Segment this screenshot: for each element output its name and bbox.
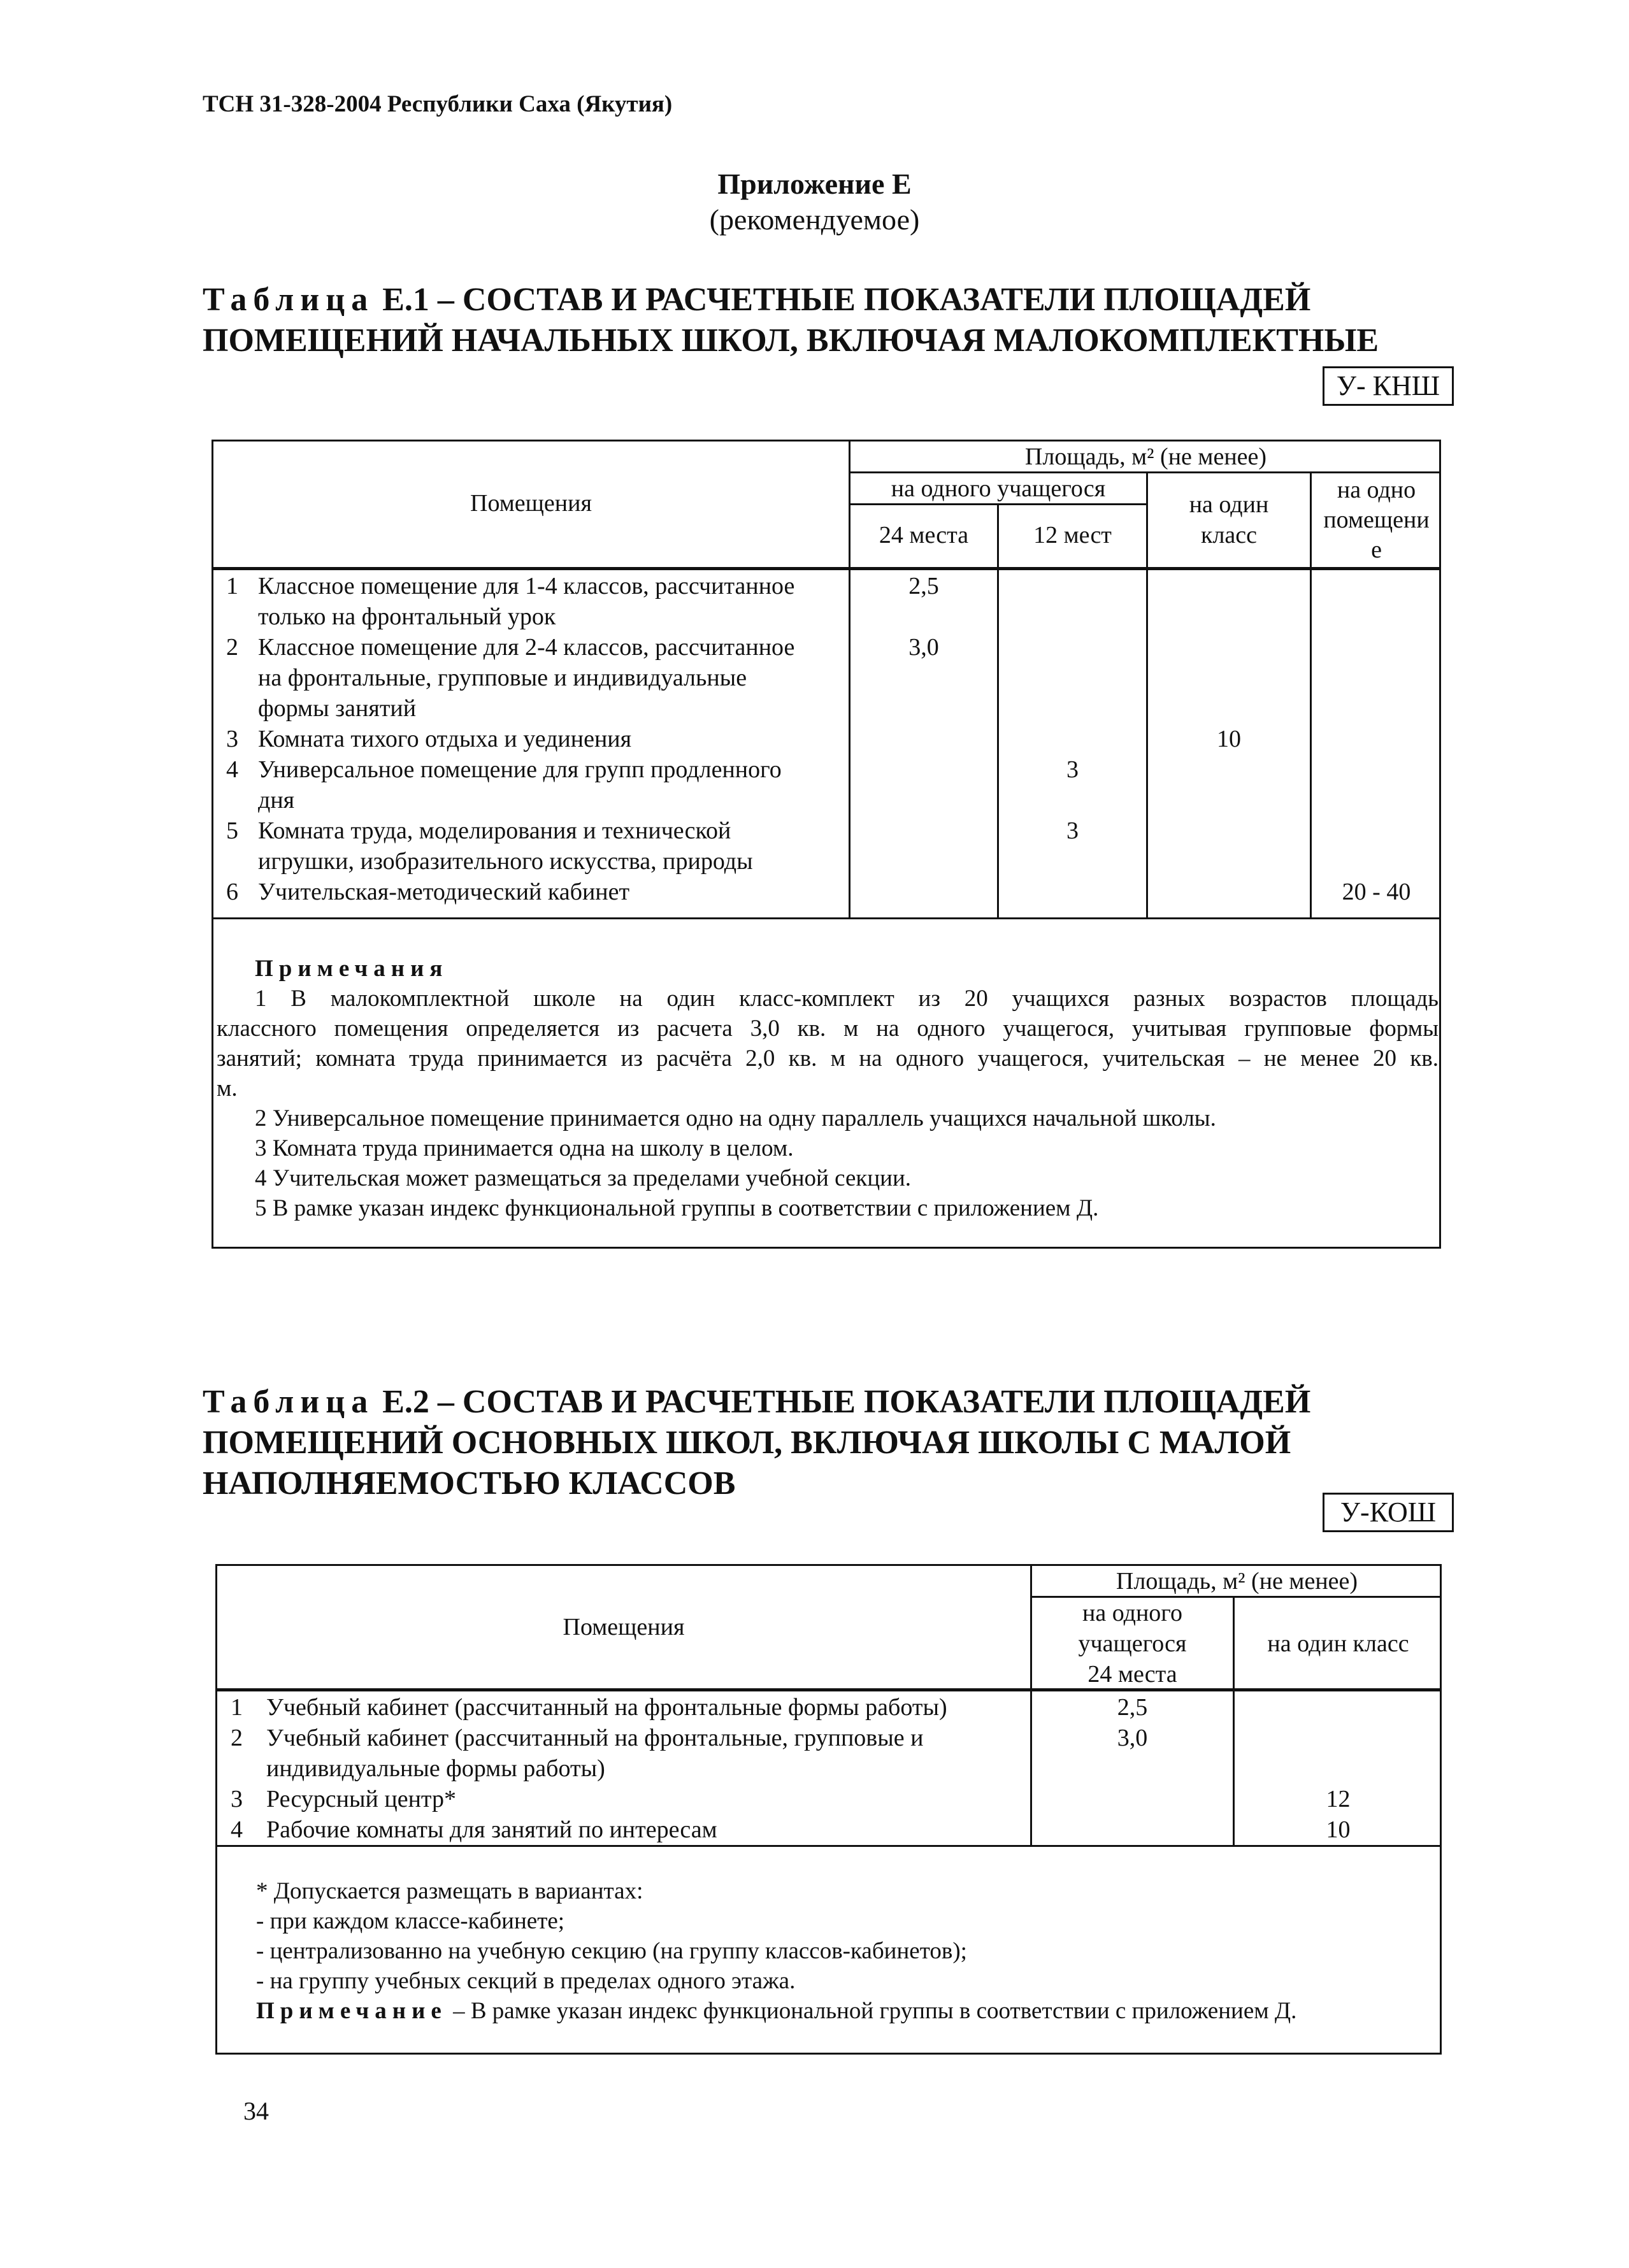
table2-footnote-2: - при каждом классе-кабинете; xyxy=(256,1908,565,1934)
table1-note3: 3 Комната труда принимается одна на школу в целом. xyxy=(255,1135,794,1161)
table1-header-per-class-1: на один xyxy=(1189,491,1269,518)
table1-row4-text-2: дня xyxy=(258,787,295,814)
table2-row4-text-1: Рабочие комнаты для занятий по интересам xyxy=(266,1816,717,1843)
table1-note1-line1: 1 В малокомплектной школе на один класс-комплект из 20 учащихся разных возрастов площадь xyxy=(255,986,1439,1012)
table2-row2-text-2: индивидуальные формы работы) xyxy=(266,1755,605,1782)
appendix-title: Приложение Е xyxy=(717,168,912,200)
table1-note2: 2 Универсальное помещение принимается одно на одну параллель учащихся начальной школы. xyxy=(255,1105,1216,1131)
table2-title-line3: НАПОЛНЯЕМОСТЬЮ КЛАССОВ xyxy=(203,1465,736,1502)
table1-index-box: У- КНШ xyxy=(1323,366,1454,406)
table1-title-line1 xyxy=(203,280,1310,320)
table1-header-24-seats: 24 места xyxy=(879,522,969,549)
table1-note1-line4: м. xyxy=(217,1075,238,1102)
table2-row2-text-1: Учебный кабинет (рассчитанный на фронтальные, групповые и xyxy=(266,1725,924,1751)
table1-header-rooms: Помещения xyxy=(470,490,592,517)
table2-footnote-4: - на группу учебных секций в пределах одного этажа. xyxy=(256,1968,796,1994)
table2-header-per-student-1: на одного xyxy=(1082,1600,1182,1626)
table1-row2-text-3: формы занятий xyxy=(258,695,417,722)
table2-row4-per-class: 10 xyxy=(1326,1816,1351,1843)
table1-row1-text-2: только на фронтальный урок xyxy=(258,603,556,630)
table1-note1-line2: классного помещения определяется из расчета 3,0 кв. м на одного учащегося, учитывая групповые формы xyxy=(217,1016,1439,1042)
table2-row4-number: 4 xyxy=(231,1816,243,1843)
table2-note-label: Примечание xyxy=(256,1998,447,2024)
table2-row3-text-1: Ресурсный центр* xyxy=(266,1786,456,1812)
table2-header-per-student-2: учащегося xyxy=(1078,1630,1187,1657)
table1-row3-number: 3 xyxy=(226,726,238,752)
table1-row1-24-seats: 2,5 xyxy=(908,573,939,599)
table1-row6-per-room: 20 - 40 xyxy=(1342,879,1411,905)
table2-row2-per-student: 3,0 xyxy=(1117,1725,1148,1751)
table2-row3-per-class: 12 xyxy=(1326,1786,1351,1812)
table1-row2-text-2: на фронтальные, групповые и индивидуальные xyxy=(258,664,747,691)
table1-row2-number: 2 xyxy=(226,634,238,661)
table2-row1-text-1: Учебный кабинет (рассчитанный на фронтальные формы работы) xyxy=(266,1694,947,1721)
table1-label: Таблица xyxy=(203,282,375,318)
table1-row5-text-2: игрушки, изобразительного искусства, природы xyxy=(258,848,753,875)
table2-title-text: Е.2 – СОСТАВ И РАСЧЕТНЫЕ ПОКАЗАТЕЛИ ПЛОЩАДЕЙ xyxy=(382,1384,1311,1420)
table1-title-text: Е.1 – СОСТАВ И РАСЧЕТНЫЕ ПОКАЗАТЕЛИ ПЛОЩАДЕЙ xyxy=(382,282,1311,318)
table2-index-box: У-КОШ xyxy=(1323,1493,1454,1532)
table1-row3-text-1: Комната тихого отдыха и уединения xyxy=(258,726,632,752)
table1-note1-line3: занятий; комната труда принимается из расчёта 2,0 кв. м на одного учащегося, учительская – не менее 20 кв. xyxy=(217,1045,1439,1072)
table1-header-per-room-1: на одно xyxy=(1337,477,1416,503)
table2-row3-number: 3 xyxy=(231,1786,243,1812)
table2-footnote-3: - централизованно на учебную секцию (на группу классов-кабинетов); xyxy=(256,1938,967,1964)
table1-row3-per-class: 10 xyxy=(1217,726,1241,752)
table1-row4-12-seats: 3 xyxy=(1066,756,1079,783)
table1-header-12-seats: 12 мест xyxy=(1033,522,1112,549)
table1-row4-text-1: Универсальное помещение для групп продленного xyxy=(258,756,782,783)
table1-header-area: Площадь, м² (не менее) xyxy=(1024,443,1267,470)
table1-header-per-class-2: класс xyxy=(1200,522,1258,549)
table1-header-per-room-3: е xyxy=(1371,536,1382,563)
table2-title-line2: ПОМЕЩЕНИЙ ОСНОВНЫХ ШКОЛ, ВКЛЮЧАЯ ШКОЛЫ С МАЛОЙ xyxy=(203,1425,1291,1461)
table2-label: Таблица xyxy=(203,1384,375,1420)
appendix-subtitle: (рекомендуемое) xyxy=(709,203,920,236)
table1-row2-text-1: Классное помещение для 2-4 классов, рассчитанное xyxy=(258,634,795,661)
table2-footnote-1: * Допускается размещать в вариантах: xyxy=(256,1878,643,1904)
page-number: 34 xyxy=(243,2097,269,2125)
table1-header-per-room-2: помещени xyxy=(1323,506,1430,533)
table1-vline xyxy=(997,503,999,917)
table2-row2-number: 2 xyxy=(231,1725,243,1751)
table1-row6-number: 6 xyxy=(226,879,238,905)
table1-hline xyxy=(212,917,1441,919)
table1-row6-text-1: Учительская-методический кабинет xyxy=(258,879,630,905)
table2-header-per-class: на один класс xyxy=(1267,1630,1409,1657)
table1-title-line2: ПОМЕЩЕНИЙ НАЧАЛЬНЫХ ШКОЛ, ВКЛЮЧАЯ МАЛОКОМПЛЕКТНЫЕ xyxy=(203,322,1379,359)
table2-hline xyxy=(215,1688,1442,1691)
table1-row4-number: 4 xyxy=(226,756,238,783)
table2-title-line1 xyxy=(203,1382,1310,1422)
table2-row1-number: 1 xyxy=(231,1694,243,1721)
table1-row1-text-1: Классное помещение для 1-4 классов, рассчитанное xyxy=(258,573,795,599)
document-header: ТСН 31-328-2004 Республики Саха (Якутия) xyxy=(203,91,673,117)
table1-vline xyxy=(849,440,850,917)
table2-note-text: – В рамке указан индекс функциональной группы в соответствии с приложением Д. xyxy=(447,1998,1297,2024)
table1-note4: 4 Учительская может размещаться за пределами учебной секции. xyxy=(255,1165,912,1191)
table1-row5-number: 5 xyxy=(226,817,238,844)
table1-row5-text-1: Комната труда, моделирования и технической xyxy=(258,817,731,844)
table1-row5-12-seats: 3 xyxy=(1066,817,1079,844)
table1-hline xyxy=(212,567,1441,570)
table1-row1-number: 1 xyxy=(226,573,238,599)
table2-header-rooms: Помещения xyxy=(563,1614,685,1640)
table2-hline xyxy=(215,1845,1442,1847)
table1-header-per-student: на одного учащегося xyxy=(891,475,1106,502)
table1-notes-title: Примечания xyxy=(255,956,449,982)
table1-row2-24-seats: 3,0 xyxy=(908,634,939,661)
table2-header-per-student-3: 24 места xyxy=(1087,1661,1177,1688)
table2-header-area: Площадь, м² (не менее) xyxy=(1116,1568,1358,1595)
table2-note xyxy=(256,1996,1296,2026)
table2-row1-per-student: 2,5 xyxy=(1117,1694,1148,1721)
table1-note5: 5 В рамке указан индекс функциональной группы в соответствии с приложением Д. xyxy=(255,1195,1099,1221)
